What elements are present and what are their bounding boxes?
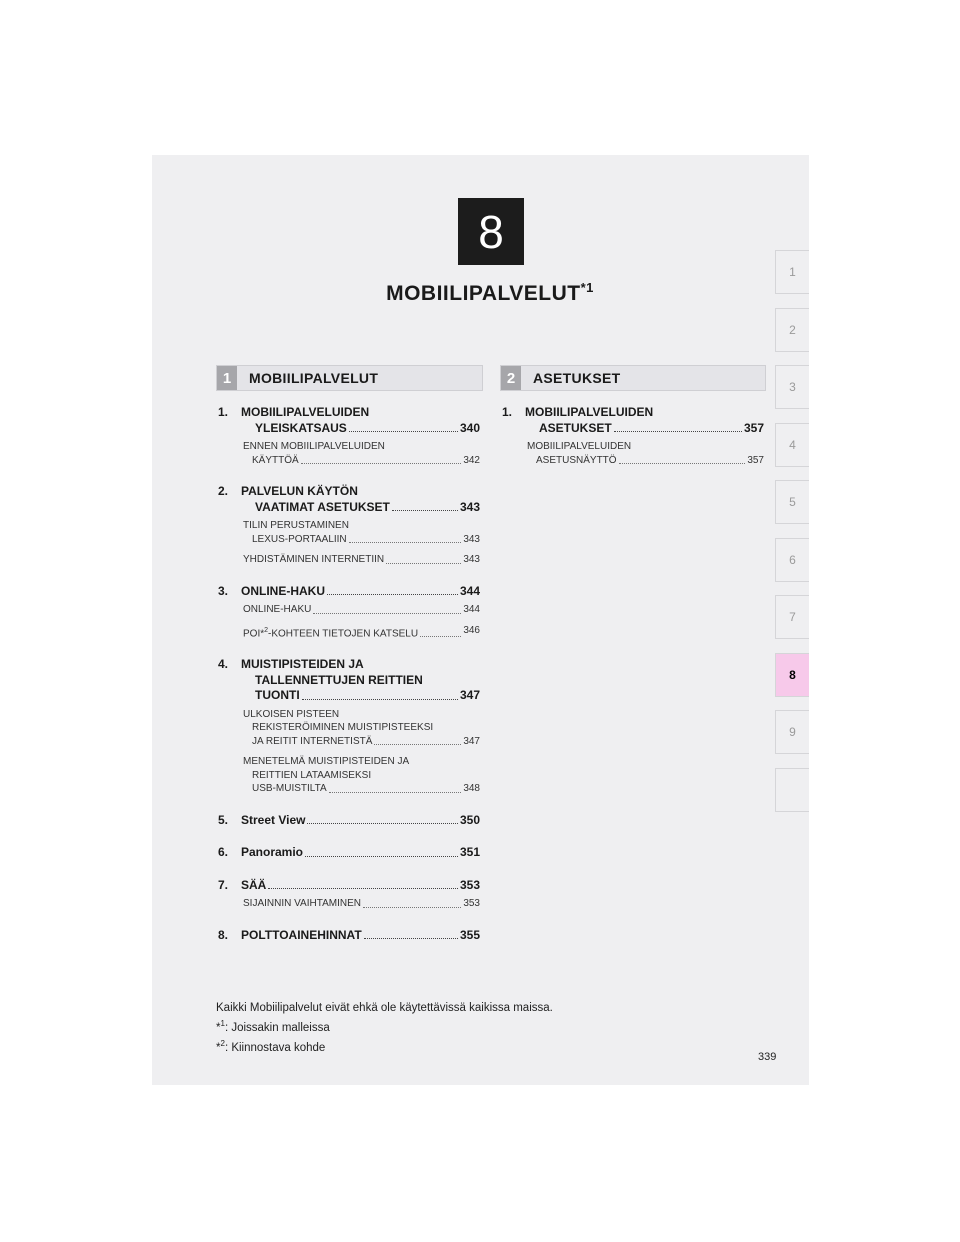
subentry-title: USB-MUISTILTA <box>252 783 327 795</box>
page-ref: 347 <box>463 735 480 747</box>
toc-entry-8[interactable] <box>218 928 480 944</box>
tab-label: 5 <box>789 495 796 509</box>
toc-entry-6[interactable] <box>218 845 480 861</box>
dot-leader <box>386 553 461 564</box>
toc-entry-2[interactable] <box>218 484 480 515</box>
subentry-title-prefix: POI* <box>243 627 265 639</box>
dot-leader <box>374 735 461 746</box>
section-label: ASETUKSET <box>533 370 621 386</box>
page-ref: 355 <box>459 927 480 942</box>
footnote-1 <box>216 1016 553 1036</box>
entry-title: VAATIMAT ASETUKSET <box>255 499 390 514</box>
page-ref: 343 <box>463 533 480 545</box>
entry-number: 1. <box>218 405 229 419</box>
subentry-title: MENETELMÄ MUISTIPISTEIDEN JA <box>243 756 410 768</box>
entry-title: POLTTOAINEHINNAT <box>241 927 362 942</box>
chapter-title-text: MOBIILIPALVELUT <box>386 282 581 305</box>
page-ref: 347 <box>459 688 480 703</box>
tab-1[interactable] <box>775 250 809 294</box>
dot-leader <box>313 603 461 614</box>
entry-number: 2. <box>218 484 229 498</box>
dot-leader <box>305 845 458 857</box>
entry-number: 5. <box>218 812 229 827</box>
dot-leader <box>302 688 458 700</box>
toc-entry-1[interactable] <box>218 405 480 436</box>
tab-5[interactable] <box>775 480 809 524</box>
page-ref: 350 <box>459 812 480 827</box>
entry-title: ONLINE-HAKU <box>241 583 325 598</box>
entry-title: MUISTIPISTEIDEN JA <box>241 657 364 672</box>
entry-title: MOBIILIPALVELUIDEN <box>525 405 654 419</box>
toc-subentry[interactable] <box>218 897 480 911</box>
section-header-asetukset <box>500 365 766 391</box>
dot-leader <box>364 928 458 940</box>
dot-leader <box>619 454 746 465</box>
page-ref: 342 <box>463 454 480 466</box>
footnote-line: Kaikki Mobiilipalvelut eivät ehkä ole käytettävissä kaikissa maissa. <box>216 1002 553 1014</box>
subentry-title: TILIN PERUSTAMINEN <box>243 520 349 531</box>
tab-label: 6 <box>789 552 796 567</box>
page-ref: 357 <box>747 454 764 466</box>
entry-title: SÄÄ <box>241 877 267 892</box>
entry-title: Street View <box>241 812 306 827</box>
chapter-title <box>300 280 680 306</box>
page-ref: 357 <box>743 420 764 435</box>
tab-3[interactable] <box>775 365 809 409</box>
footnote-sup: 1 <box>220 1019 225 1028</box>
footnote-mark: 2 <box>264 626 269 634</box>
tab-label: 3 <box>789 380 796 394</box>
subentry-title-rest: -KOHTEEN TIETOJEN KATSELU <box>268 627 419 639</box>
toc-subentry[interactable] <box>218 755 480 796</box>
page-ref: 340 <box>459 420 480 435</box>
dot-leader <box>392 500 458 512</box>
page-ref: 348 <box>463 783 480 795</box>
tab-7[interactable] <box>775 595 809 639</box>
tab-label: 4 <box>789 437 796 452</box>
dot-leader <box>329 782 462 793</box>
toc-subentry[interactable] <box>218 603 480 617</box>
tab-label: 7 <box>789 610 796 624</box>
subentry-title: YHDISTÄMINEN INTERNETIIN <box>243 554 385 565</box>
subentry-title: SIJAINNIN VAIHTAMINEN <box>243 898 361 910</box>
toc-entry-4[interactable] <box>218 657 480 704</box>
subentry-title: KÄYTTÖÄ <box>252 454 299 466</box>
dot-leader <box>301 454 462 465</box>
page-ref: 343 <box>463 554 480 565</box>
toc-entry-1[interactable] <box>502 405 764 436</box>
section-label: MOBIILIPALVELUT <box>249 370 379 386</box>
entry-title: ASETUKSET <box>539 420 612 435</box>
entry-title: PALVELUN KÄYTÖN <box>241 484 358 498</box>
subentry-title: MOBIILIPALVELUIDEN <box>527 441 632 452</box>
subentry-title: ONLINE-HAKU <box>243 604 312 615</box>
tab-blank[interactable] <box>775 768 809 812</box>
toc-subentry[interactable] <box>218 624 480 641</box>
toc-entry-7[interactable] <box>218 878 480 894</box>
entry-number: 3. <box>218 583 229 598</box>
subentry-title: LEXUS-PORTAALIIN <box>252 533 347 545</box>
dot-leader <box>327 584 458 596</box>
dot-leader <box>349 421 458 433</box>
dot-leader <box>307 813 457 825</box>
toc-subentry[interactable] <box>502 440 764 467</box>
entry-title: TUONTI <box>255 688 300 703</box>
chapter-number-box <box>458 198 524 265</box>
toc-subentry[interactable] <box>218 553 480 567</box>
page-ref: 344 <box>459 583 480 598</box>
dot-leader <box>420 624 461 638</box>
page-ref: 353 <box>463 898 480 910</box>
page-ref: 346 <box>463 624 480 636</box>
page-number: 339 <box>758 1051 777 1063</box>
entry-number: 4. <box>218 657 229 672</box>
toc-subentry[interactable] <box>218 708 480 749</box>
page-ref: 343 <box>459 499 480 514</box>
page-ref: 344 <box>463 604 480 615</box>
tab-8-active[interactable] <box>775 653 809 697</box>
toc-left-column <box>218 405 480 943</box>
entry-title: Panoramio <box>241 845 304 860</box>
footnote-mark: * <box>216 1041 221 1054</box>
footnote-mark: * <box>216 1021 221 1034</box>
tab-label: 2 <box>789 322 796 337</box>
subentry-title: REITTIEN LATAAMISEKSI <box>252 769 372 781</box>
tab-label: 8 <box>789 667 796 682</box>
tab-6[interactable] <box>775 538 809 582</box>
subentry-title: ULKOISEN PISTEEN <box>243 708 340 720</box>
toc-right-column <box>502 405 764 467</box>
entry-title: MOBIILIPALVELUIDEN <box>241 405 370 419</box>
dot-leader <box>363 897 461 908</box>
page-ref: 351 <box>459 845 480 860</box>
toc-entry-3[interactable] <box>218 584 480 600</box>
footnote-text: : Joissakin malleissa <box>224 1021 330 1034</box>
dot-leader <box>349 533 462 544</box>
page-ref: 353 <box>459 877 480 892</box>
section-header-mobiilipalvelut <box>216 365 483 391</box>
chapter-tabs <box>775 250 809 825</box>
section-number: 1 <box>217 366 237 390</box>
toc-entry-5[interactable] <box>218 813 480 829</box>
subentry-title: ASETUSNÄYTTÖ <box>536 454 617 466</box>
tab-2[interactable] <box>775 308 809 352</box>
tab-label: 9 <box>789 725 796 739</box>
subentry-title: REKISTERÖIMINEN MUISTIPISTEEKSI <box>252 722 434 734</box>
footnote-2 <box>216 1036 553 1056</box>
tab-9[interactable] <box>775 710 809 754</box>
entry-title: TALLENNETTUJEN REITTIEN <box>255 672 423 687</box>
footnote-sup: 2 <box>220 1038 225 1048</box>
subentry-title <box>243 624 418 641</box>
chapter-title-footnote-mark: *1 <box>580 280 594 295</box>
entry-number: 8. <box>218 927 229 942</box>
entry-number: 6. <box>218 845 229 860</box>
chapter-number: 8 <box>478 205 504 258</box>
subentry-title: JA REITIT INTERNETISTÄ <box>252 735 373 747</box>
toc-subentry[interactable] <box>218 519 480 546</box>
tab-4[interactable] <box>775 423 809 467</box>
toc-subentry[interactable] <box>218 440 480 467</box>
section-number: 2 <box>501 366 521 390</box>
footnote-text: : Kiinnostava kohde <box>224 1041 326 1054</box>
subentry-title: ENNEN MOBIILIPALVELUIDEN <box>243 441 385 452</box>
dot-leader <box>614 421 742 433</box>
entry-title: YLEISKATSAUS <box>255 420 347 435</box>
entry-number: 1. <box>502 405 513 419</box>
footnote <box>216 1000 553 1056</box>
tab-label: 1 <box>789 265 796 279</box>
dot-leader <box>268 878 458 890</box>
entry-number: 7. <box>218 877 229 892</box>
